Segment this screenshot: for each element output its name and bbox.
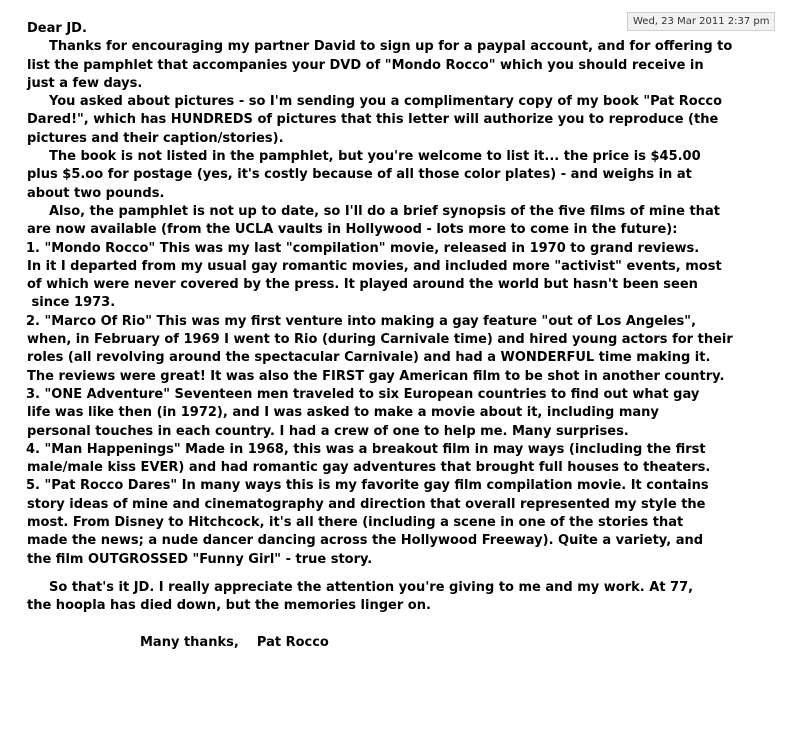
closing-line: the hoopla has died down, but the memories linger on. <box>27 598 431 614</box>
film-item-5: 5. "Pat Rocco Dares" In many ways this is my favorite gay film compilation movie. It contains <box>26 478 709 494</box>
letter-line: Dared!", which has HUNDREDS of pictures that this letter will authorize you to reproduce (the <box>27 112 719 128</box>
letter-line: The book is not listed in the pamphlet, but you're welcome to list it... the price is $45.00 <box>49 149 701 165</box>
letter-line: personal touches in each country. I had a crew of one to help me. Many surprises. <box>27 423 629 439</box>
letter-line: story ideas of mine and cinematography and direction that overall represented my style the <box>27 496 706 512</box>
letter-line: Also, the pamphlet is not up to date, so I'll do a brief synopsis of the five films of mine that <box>49 203 720 219</box>
film-item-2: 2. "Marco Of Rio" This was my first venture into making a gay feature "out of Los Angeles", <box>26 313 697 329</box>
film-item-3: 3. "ONE Adventure" Seventeen men traveled to six European countries to find out what gay <box>26 386 700 402</box>
letter-line: when, in February of 1969 I went to Rio (during Carnivale time) and hired young actors for their <box>27 332 733 348</box>
letter-line: about two pounds. <box>27 185 165 201</box>
letter-line: The reviews were great! It was also the FIRST gay American film to be shot in another country. <box>27 368 725 384</box>
letter-line: Thanks for encouraging my partner David to sign up for a paypal account, and for offering to <box>49 39 733 55</box>
letter-line: most. From Disney to Hitchcock, it's all there (including a scene in one of the stories that <box>27 515 684 531</box>
letter-line: pictures and their caption/stories). <box>27 130 284 146</box>
letter-line: just a few days. <box>27 75 143 91</box>
letter-line: You asked about pictures - so I'm sending you a complimentary copy of my book "Pat Rocco <box>49 94 723 110</box>
letter-line: In it I departed from my usual gay romantic movies, and included more "activist" events, most <box>27 258 722 274</box>
letter-body <box>27 20 797 652</box>
letter-line: since 1973. <box>27 295 116 311</box>
letter-line: are now available (from the UCLA vaults in Hollywood - lots more to come in the future): <box>27 222 678 238</box>
signature: Many thanks, Pat Rocco <box>140 634 329 650</box>
closing-line: So that's it JD. I really appreciate the attention you're giving to me and my work. At 77, <box>49 579 694 595</box>
film-item-4: 4. "Man Happenings" Made in 1968, this was a breakout film in may ways (including the first <box>26 441 706 457</box>
letter-line: of which were never covered by the press. It played around the world but hasn't been seen <box>27 277 698 293</box>
film-item-1: 1. "Mondo Rocco" This was my last "compilation" movie, released in 1970 to grand reviews. <box>26 240 700 256</box>
letter-line: list the pamphlet that accompanies your DVD of "Mondo Rocco" which you should receive in <box>27 57 704 73</box>
timestamp: Wed, 23 Mar 2011 2:37 pm <box>627 12 775 31</box>
letter-line: male/male kiss EVER) and had romantic gay adventures that brought full houses to theaters. <box>27 460 711 476</box>
letter-line: the film OUTGROSSED "Funny Girl" - true story. <box>27 551 373 567</box>
greeting: Dear JD. <box>27 21 87 36</box>
letter-line: made the news; a nude dancer dancing across the Hollywood Freeway). Quite a variety, and <box>27 533 704 549</box>
letter-line: roles (all revolving around the spectacular Carnivale) and had a WONDERFUL time making it. <box>27 350 711 366</box>
letter-line: plus $5.oo for postage (yes, it's costly because of all those color plates) - and weighs in at <box>27 167 692 183</box>
letter-line: life was like then (in 1972), and I was asked to make a movie about it, including many <box>27 405 659 421</box>
